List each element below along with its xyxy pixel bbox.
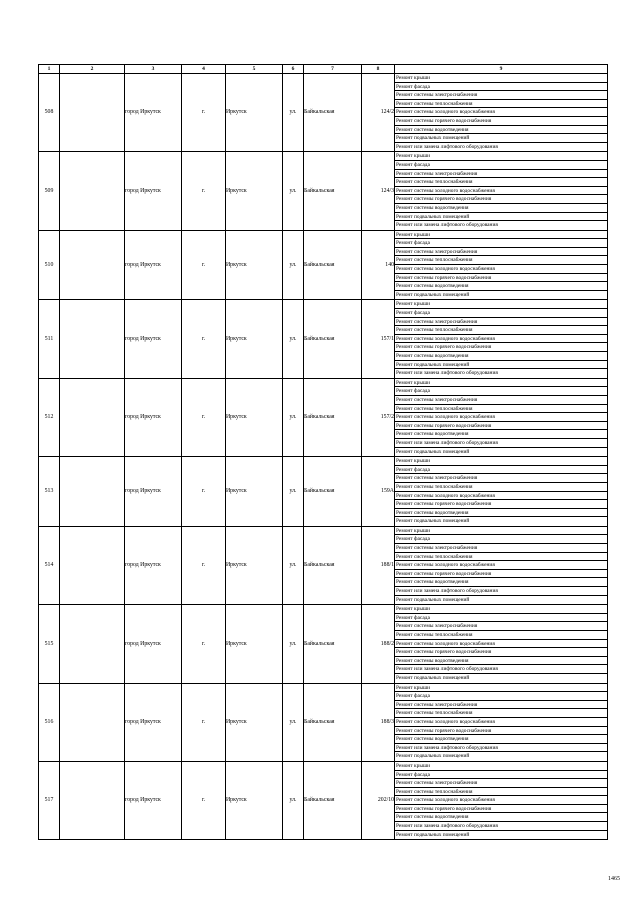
work-item: Ремонт системы теплоснабжения: [395, 326, 607, 335]
work-item: Ремонт системы горячего водоснабжения: [395, 570, 607, 579]
work-item: Ремонт крыши: [395, 231, 607, 240]
municipality-cell: город Иркутск: [125, 605, 182, 683]
table-row: [39, 152, 608, 230]
house-number-cell: 159А: [362, 457, 395, 527]
house-number-cell: 202/10: [362, 761, 395, 839]
work-item: Ремонт или замена лифтового оборудования: [396, 143, 498, 150]
table-row: [39, 300, 608, 378]
work-item: Ремонт системы теплоснабжения: [395, 178, 607, 187]
municipality-cell: город Иркутск: [125, 74, 182, 152]
work-item: Ремонт системы электроснабжения: [395, 318, 607, 327]
work-item: Ремонт системы водоотведения: [395, 430, 607, 439]
work-item: Ремонт или замена лифтового оборудования: [395, 665, 607, 674]
works-cell: [395, 457, 608, 527]
address-table: [38, 64, 608, 840]
street-type-cell: ул.: [283, 300, 304, 378]
row-number: 512: [39, 378, 60, 456]
house-number-cell: 124/2: [362, 74, 395, 152]
page-number: 1465: [608, 876, 620, 882]
empty-cell: [60, 526, 125, 604]
work-item: Ремонт или замена лифтового оборудования: [396, 222, 498, 229]
work-item: Ремонт фасада: [395, 239, 607, 248]
work-item: Ремонт фасада: [395, 466, 607, 475]
work-item: Ремонт подвальных помещений: [395, 134, 607, 143]
house-number-cell: 188/2: [362, 605, 395, 683]
settlement-name-cell: Иркутск: [226, 300, 283, 378]
col-header-1: 1: [39, 65, 60, 74]
street-type-cell: ул.: [283, 457, 304, 527]
work-item: Ремонт системы горячего водоснабжения: [395, 422, 607, 431]
settlement-name-cell: Иркутск: [226, 683, 283, 761]
empty-cell: [60, 378, 125, 456]
works-cell: [395, 378, 608, 456]
table-row: [39, 683, 608, 761]
table-row: [39, 761, 608, 839]
work-item: Ремонт подвальных помещений: [396, 674, 470, 681]
work-item: Ремонт подвальных помещений: [395, 361, 607, 370]
work-item: Ремонт фасада: [395, 83, 607, 92]
row-number: 513: [39, 457, 60, 527]
col-header-2: 2: [60, 65, 125, 74]
settlement-name-cell: Иркутск: [226, 230, 283, 300]
header-row: [39, 65, 608, 74]
settlement-type-cell: г.: [182, 683, 226, 761]
work-item: Ремонт подвальных помещений: [396, 291, 470, 298]
work-item: Ремонт системы горячего водоснабжения: [395, 343, 607, 352]
work-item: Ремонт системы водоотведения: [395, 578, 607, 587]
street-name-cell: Байкальская: [304, 230, 362, 300]
row-number: 516: [39, 683, 60, 761]
street-name-cell: Байкальская: [304, 300, 362, 378]
work-item: Ремонт фасада: [395, 535, 607, 544]
empty-cell: [60, 457, 125, 527]
settlement-type-cell: г.: [182, 74, 226, 152]
work-item: Ремонт системы холодного водоснабжения: [395, 187, 607, 196]
work-item: Ремонт фасада: [395, 614, 607, 623]
street-name-cell: Байкальская: [304, 74, 362, 152]
work-item: Ремонт подвальных помещений: [396, 831, 470, 838]
work-item: Ремонт крыши: [395, 152, 607, 161]
street-type-cell: ул.: [283, 683, 304, 761]
col-header-5: 5: [226, 65, 283, 74]
row-number: 517: [39, 761, 60, 839]
municipality-cell: город Иркутск: [125, 378, 182, 456]
work-item: Ремонт системы холодного водоснабжения: [395, 108, 607, 117]
work-item: Ремонт системы теплоснабжения: [395, 631, 607, 640]
work-item: Ремонт подвальных помещений: [396, 596, 470, 603]
work-item: Ремонт системы холодного водоснабжения: [395, 335, 607, 344]
empty-cell: [60, 230, 125, 300]
work-item: Ремонт системы электроснабжения: [395, 474, 607, 483]
street-name-cell: Байкальская: [304, 761, 362, 839]
work-item: Ремонт системы холодного водоснабжения: [395, 640, 607, 649]
municipality-cell: город Иркутск: [125, 230, 182, 300]
work-item: Ремонт крыши: [395, 74, 607, 83]
work-item: Ремонт системы холодного водоснабжения: [395, 265, 607, 274]
municipality-cell: город Иркутск: [125, 457, 182, 527]
street-type-cell: ул.: [283, 378, 304, 456]
settlement-type-cell: г.: [182, 761, 226, 839]
municipality-cell: город Иркутск: [125, 300, 182, 378]
work-item: Ремонт системы водоотведения: [395, 813, 607, 822]
settlement-type-cell: г.: [182, 605, 226, 683]
work-item: Ремонт крыши: [395, 300, 607, 309]
works-cell: [395, 526, 608, 604]
work-item: Ремонт подвальных помещений: [395, 213, 607, 222]
street-type-cell: ул.: [283, 526, 304, 604]
municipality-cell: город Иркутск: [125, 683, 182, 761]
house-number-cell: 140: [362, 230, 395, 300]
work-item: Ремонт или замена лифтового оборудования: [395, 587, 607, 596]
work-item: Ремонт фасада: [395, 387, 607, 396]
work-item: Ремонт системы электроснабжения: [395, 779, 607, 788]
settlement-name-cell: Иркутск: [226, 761, 283, 839]
work-item: Ремонт или замена лифтового оборудования: [395, 744, 607, 753]
row-number: 514: [39, 526, 60, 604]
work-item: Ремонт фасада: [395, 161, 607, 170]
work-item: Ремонт крыши: [395, 605, 607, 614]
street-type-cell: ул.: [283, 605, 304, 683]
work-item: Ремонт системы водоотведения: [395, 657, 607, 666]
empty-cell: [60, 300, 125, 378]
work-item: Ремонт системы теплоснабжения: [395, 709, 607, 718]
table-row: [39, 605, 608, 683]
work-item: Ремонт системы водоотведения: [395, 282, 607, 291]
table-row: [39, 457, 608, 527]
row-number: 509: [39, 152, 60, 230]
works-cell: [395, 152, 608, 230]
work-item: Ремонт системы теплоснабжения: [395, 405, 607, 414]
col-header-8: 8: [362, 65, 395, 74]
work-item: Ремонт крыши: [395, 527, 607, 536]
work-item: Ремонт системы холодного водоснабжения: [395, 718, 607, 727]
work-item: Ремонт системы холодного водоснабжения: [395, 492, 607, 501]
col-header-3: 3: [125, 65, 182, 74]
work-item: Ремонт фасада: [395, 309, 607, 318]
work-item: Ремонт фасада: [395, 771, 607, 780]
work-item: Ремонт подвальных помещений: [396, 448, 470, 455]
col-header-6: 6: [283, 65, 304, 74]
row-number: 510: [39, 230, 60, 300]
settlement-name-cell: Иркутск: [226, 152, 283, 230]
settlement-name-cell: Иркутск: [226, 74, 283, 152]
work-item: Ремонт системы электроснабжения: [395, 248, 607, 257]
street-type-cell: ул.: [283, 152, 304, 230]
work-item: Ремонт крыши: [395, 379, 607, 388]
street-name-cell: Байкальская: [304, 526, 362, 604]
work-item: Ремонт крыши: [395, 684, 607, 693]
work-item: Ремонт системы электроснабжения: [395, 544, 607, 553]
work-item: Ремонт системы горячего водоснабжения: [395, 805, 607, 814]
settlement-type-cell: г.: [182, 300, 226, 378]
municipality-cell: город Иркутск: [125, 761, 182, 839]
table-row: [39, 378, 608, 456]
work-item: Ремонт системы электроснабжения: [395, 170, 607, 179]
work-item: Ремонт системы теплоснабжения: [395, 553, 607, 562]
house-number-cell: 157/1: [362, 300, 395, 378]
street-type-cell: ул.: [283, 74, 304, 152]
empty-cell: [60, 761, 125, 839]
work-item: Ремонт или замена лифтового оборудования: [395, 439, 607, 448]
settlement-type-cell: г.: [182, 378, 226, 456]
settlement-name-cell: Иркутск: [226, 605, 283, 683]
work-item: Ремонт системы водоотведения: [395, 509, 607, 518]
table-row: [39, 74, 608, 152]
work-item: Ремонт системы теплоснабжения: [395, 256, 607, 265]
col-header-7: 7: [304, 65, 362, 74]
work-item: Ремонт фасада: [395, 692, 607, 701]
empty-cell: [60, 683, 125, 761]
work-item: Ремонт системы холодного водоснабжения: [395, 413, 607, 422]
row-number: 511: [39, 300, 60, 378]
works-cell: [395, 683, 608, 761]
work-item: Ремонт системы водоотведения: [395, 204, 607, 213]
work-item: Ремонт системы горячего водоснабжения: [395, 117, 607, 126]
work-item: Ремонт системы горячего водоснабжения: [395, 195, 607, 204]
street-name-cell: Байкальская: [304, 683, 362, 761]
work-item: Ремонт системы холодного водоснабжения: [395, 561, 607, 570]
works-cell: [395, 605, 608, 683]
work-item: Ремонт системы электроснабжения: [395, 622, 607, 631]
work-item: Ремонт подвальных помещений: [396, 753, 470, 760]
work-item: Ремонт системы электроснабжения: [395, 91, 607, 100]
work-item: Ремонт системы горячего водоснабжения: [395, 648, 607, 657]
house-number-cell: 124/3: [362, 152, 395, 230]
street-name-cell: Байкальская: [304, 457, 362, 527]
table-row: [39, 230, 608, 300]
settlement-type-cell: г.: [182, 526, 226, 604]
street-type-cell: ул.: [283, 761, 304, 839]
street-name-cell: Байкальская: [304, 378, 362, 456]
empty-cell: [60, 605, 125, 683]
work-item: Ремонт системы электроснабжения: [395, 701, 607, 710]
work-item: Ремонт системы теплоснабжения: [395, 100, 607, 109]
work-item: Ремонт системы водоотведения: [395, 735, 607, 744]
street-type-cell: ул.: [283, 230, 304, 300]
row-number: 515: [39, 605, 60, 683]
settlement-name-cell: Иркутск: [226, 526, 283, 604]
table-row: [39, 526, 608, 604]
work-item: Ремонт системы теплоснабжения: [395, 483, 607, 492]
works-cell: [395, 300, 608, 378]
work-item: Ремонт или замена лифтового оборудования: [396, 370, 498, 377]
work-item: Ремонт крыши: [395, 457, 607, 466]
row-number: 508: [39, 74, 60, 152]
house-number-cell: 188/3: [362, 683, 395, 761]
works-cell: [395, 761, 608, 839]
municipality-cell: город Иркутск: [125, 526, 182, 604]
work-item: Ремонт системы горячего водоснабжения: [395, 500, 607, 509]
work-item: Ремонт системы горячего водоснабжения: [395, 274, 607, 283]
col-header-4: 4: [182, 65, 226, 74]
settlement-name-cell: Иркутск: [226, 457, 283, 527]
works-cell: [395, 230, 608, 300]
work-item: Ремонт системы теплоснабжения: [395, 788, 607, 797]
settlement-type-cell: г.: [182, 230, 226, 300]
house-number-cell: 157/2: [362, 378, 395, 456]
work-item: Ремонт системы водоотведения: [395, 352, 607, 361]
work-item: Ремонт крыши: [395, 762, 607, 771]
work-item: Ремонт или замена лифтового оборудования: [395, 822, 607, 831]
work-item: Ремонт системы горячего водоснабжения: [395, 727, 607, 736]
settlement-type-cell: г.: [182, 457, 226, 527]
work-item: Ремонт системы электроснабжения: [395, 396, 607, 405]
work-item: Ремонт системы водоотведения: [395, 126, 607, 135]
street-name-cell: Байкальская: [304, 605, 362, 683]
settlement-name-cell: Иркутск: [226, 378, 283, 456]
street-name-cell: Байкальская: [304, 152, 362, 230]
col-header-9: 9: [395, 65, 608, 74]
empty-cell: [60, 74, 125, 152]
settlement-type-cell: г.: [182, 152, 226, 230]
work-item: Ремонт системы холодного водоснабжения: [395, 796, 607, 805]
house-number-cell: 188/1: [362, 526, 395, 604]
works-cell: [395, 74, 608, 152]
work-item: Ремонт подвальных помещений: [396, 518, 470, 525]
empty-cell: [60, 152, 125, 230]
municipality-cell: город Иркутск: [125, 152, 182, 230]
